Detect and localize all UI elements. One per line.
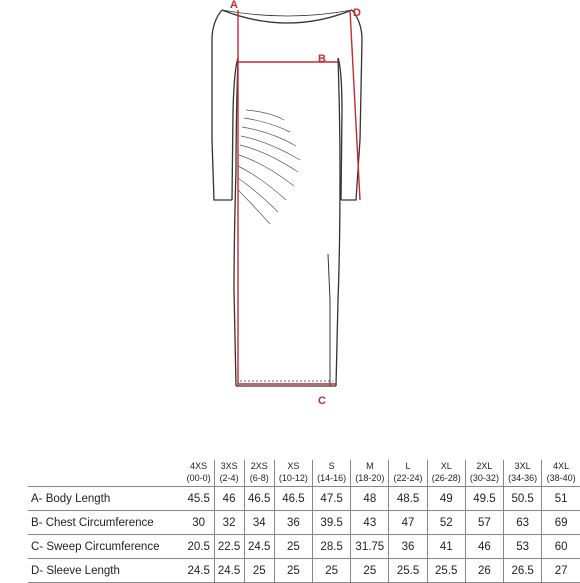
measurement-value: 25: [313, 559, 351, 583]
table-row: [28, 511, 580, 535]
measurement-value: 48: [351, 487, 389, 511]
size-header-row: [28, 460, 580, 487]
measurement-value: 32: [214, 511, 244, 535]
measurement-value: 46.5: [244, 487, 274, 511]
measurement-value: 25: [244, 559, 274, 583]
size-name: 3XL: [514, 461, 531, 471]
size-range: (34-36): [508, 473, 538, 483]
size-header: [244, 460, 274, 487]
measurement-value: 36: [274, 511, 312, 535]
table-row: [28, 487, 580, 511]
measurement-label: B- Chest Circumference: [28, 511, 184, 535]
measurement-value: 45.5: [184, 487, 214, 511]
measurement-value: 24.5: [184, 559, 214, 583]
size-chart-table: [28, 460, 580, 583]
size-header: [427, 460, 465, 487]
sleeve-length-line: [350, 10, 360, 200]
measurement-value: 52: [427, 511, 465, 535]
size-name: 4XS: [190, 461, 208, 471]
table-row: [28, 535, 580, 559]
measurement-value: 43: [351, 511, 389, 535]
measurement-value: 22.5: [214, 535, 244, 559]
size-range: (26-28): [431, 473, 461, 483]
size-name: 4XL: [553, 461, 570, 471]
measurement-value: 47: [389, 511, 427, 535]
measurement-value: 46: [214, 487, 244, 511]
measurement-value: 28.5: [313, 535, 351, 559]
measurement-value: 69: [542, 511, 580, 535]
size-range: (14-16): [317, 473, 347, 483]
measurement-value: 34: [244, 511, 274, 535]
size-range: (38-40): [546, 473, 576, 483]
measurement-value: 24.5: [244, 535, 274, 559]
size-header: [465, 460, 503, 487]
size-name: XS: [287, 461, 300, 471]
measurement-value: 46: [465, 535, 503, 559]
size-name: L: [405, 461, 411, 471]
table-row: [28, 559, 580, 583]
measurement-value: 31.75: [351, 535, 389, 559]
measurement-value: 46.5: [274, 487, 312, 511]
measurement-value: 36: [389, 535, 427, 559]
header-spacer: [28, 460, 184, 487]
ruching-lines: [238, 110, 300, 224]
size-range: (2-4): [219, 473, 239, 483]
measurement-label: A- Body Length: [28, 487, 184, 511]
measurement-value: 27: [542, 559, 580, 583]
measurement-lines: [238, 10, 360, 386]
measurement-value: 26.5: [504, 559, 542, 583]
size-name: XL: [440, 461, 452, 471]
size-name: 3XS: [220, 461, 238, 471]
label-d: D: [353, 7, 361, 19]
measurement-value: 57: [465, 511, 503, 535]
size-header: [542, 460, 580, 487]
label-a: A: [230, 0, 238, 11]
size-range: (00-0): [186, 473, 211, 483]
size-name: 2XS: [250, 461, 268, 471]
label-c: C: [318, 395, 326, 407]
measurement-value: 49: [427, 487, 465, 511]
measurement-value: 51: [542, 487, 580, 511]
size-header: [504, 460, 542, 487]
measurement-value: 53: [504, 535, 542, 559]
measurement-value: 25: [351, 559, 389, 583]
measurement-value: 49.5: [465, 487, 503, 511]
measurement-value: 25.5: [427, 559, 465, 583]
measurement-value: 60: [542, 535, 580, 559]
label-b: B: [318, 53, 326, 65]
size-header: [184, 460, 214, 487]
measurement-value: 50.5: [504, 487, 542, 511]
measurement-value: 47.5: [313, 487, 351, 511]
measurement-value: 25.5: [389, 559, 427, 583]
measurement-value: 41: [427, 535, 465, 559]
measurement-rows: [28, 487, 580, 583]
size-range: (30-32): [469, 473, 499, 483]
size-name: M: [366, 461, 374, 471]
measurement-value: 24.5: [214, 559, 244, 583]
measurement-value: 63: [504, 511, 542, 535]
measurement-value: 26: [465, 559, 503, 583]
size-range: (22-24): [393, 473, 423, 483]
measurement-value: 25: [274, 535, 312, 559]
size-header: [214, 460, 244, 487]
size-range: (6-8): [249, 473, 269, 483]
measurement-value: 39.5: [313, 511, 351, 535]
size-range: (18-20): [355, 473, 385, 483]
size-name: S: [328, 461, 335, 471]
size-header: [274, 460, 312, 487]
size-header: [351, 460, 389, 487]
measurement-label: C- Sweep Circumference: [28, 535, 184, 559]
size-header: [389, 460, 427, 487]
measurement-value: 48.5: [389, 487, 427, 511]
size-range: (10-12): [278, 473, 308, 483]
size-header: [313, 460, 351, 487]
dress-outline: [212, 10, 362, 386]
measurement-value: 25: [274, 559, 312, 583]
measurement-value: 30: [184, 511, 214, 535]
size-name: 2XL: [476, 461, 493, 471]
measurement-value: 20.5: [184, 535, 214, 559]
measurement-label: D- Sleeve Length: [28, 559, 184, 583]
